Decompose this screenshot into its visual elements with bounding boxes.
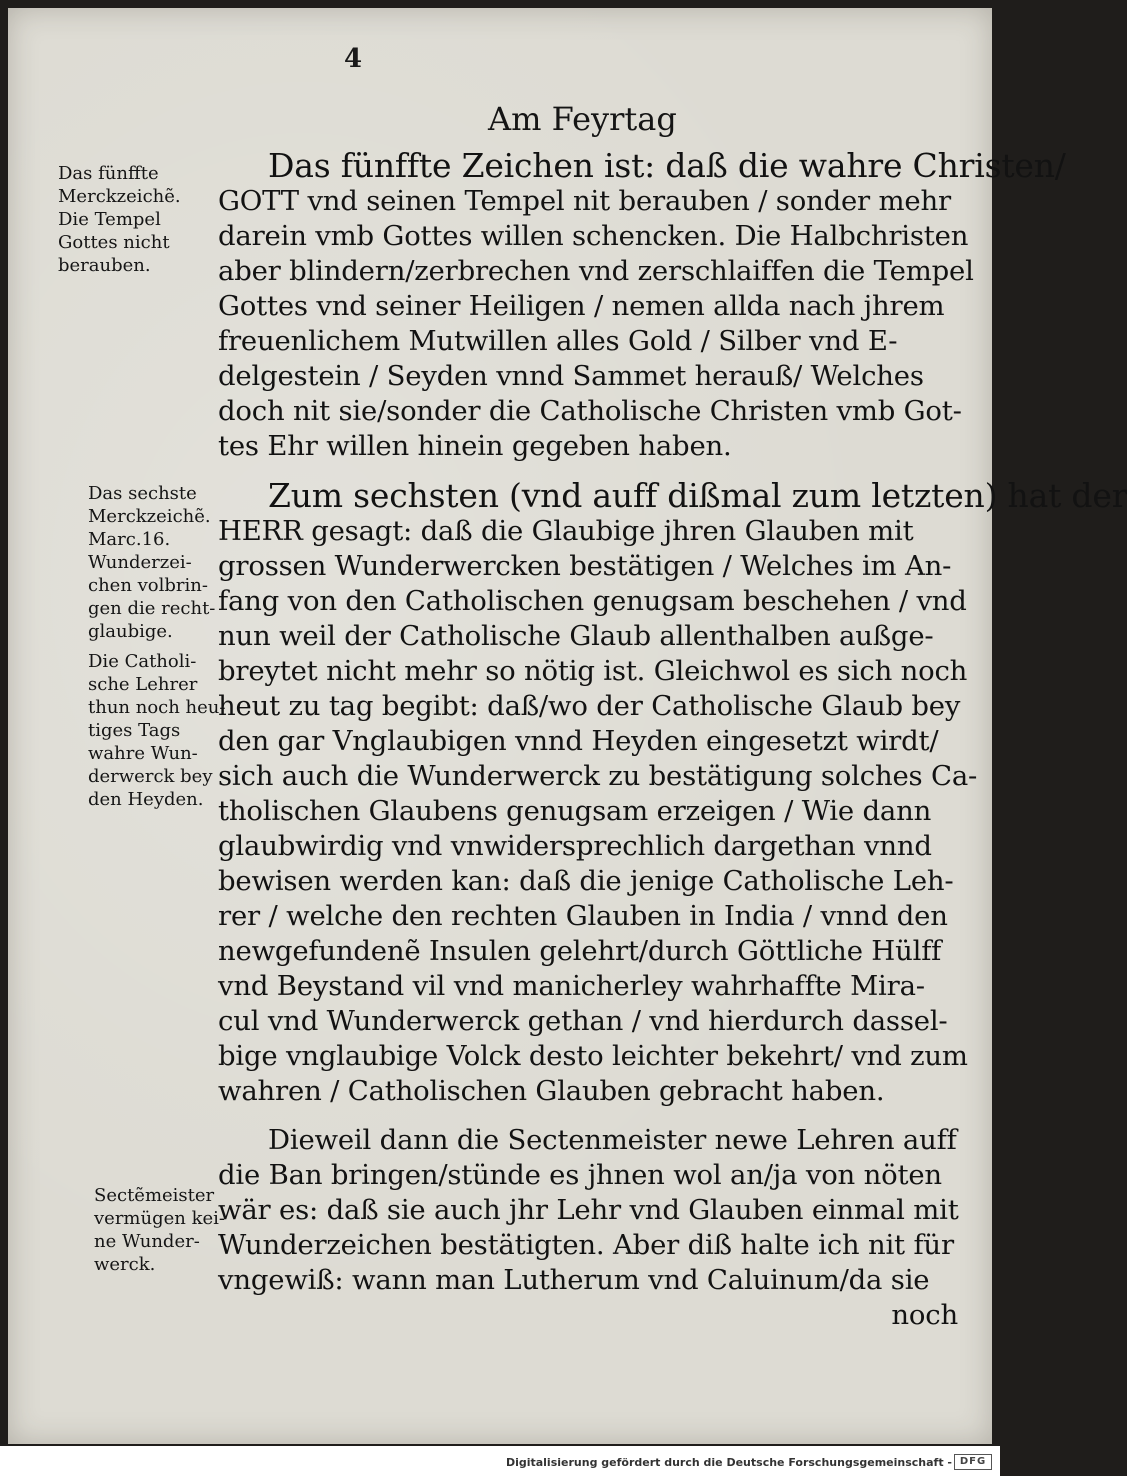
- page-number: 4: [344, 44, 363, 74]
- footer-bar: [0, 1446, 1000, 1476]
- text-line: delgestein / Seyden vnnd Sammet herauß/ Welches: [218, 360, 924, 392]
- running-head: Am Feyrtag: [488, 100, 677, 138]
- margin-note-line: vermügen kei-: [94, 1208, 225, 1229]
- margin-note-line: Merckzeichẽ.: [88, 506, 211, 527]
- paragraph: [218, 1123, 958, 1333]
- margin-note-line: Das fünffte: [58, 163, 159, 184]
- text-line: cul vnd Wunderwerck gethan / vnd hierdurch dassel-: [218, 1005, 948, 1037]
- text-line: doch nit sie/sonder die Catholische Christen vmb Got-: [218, 395, 962, 427]
- margin-note-line: werck.: [94, 1254, 156, 1275]
- text-line: fang von den Catholischen genugsam beschehen / vnd: [218, 585, 967, 617]
- margin-note-line: derwerck bey: [88, 766, 213, 787]
- text-line: Das fünffte Zeichen ist: daß die wahre Christen/: [268, 146, 1066, 185]
- text-line: die Ban bringen/stünde es jhnen wol an/ja von nöten: [218, 1159, 942, 1191]
- text-line: vnd Beystand vil vnd manicherley wahrhaffte Mira-: [218, 970, 925, 1002]
- text-line: bige vnglaubige Volck desto leichter bekehrt/ vnd zum: [218, 1040, 968, 1072]
- margin-note-line: chen volbrin-: [88, 575, 208, 596]
- paragraph: [218, 146, 1066, 464]
- margin-note-line: glaubige.: [88, 621, 173, 642]
- text-line: wär es: daß sie auch jhr Lehr vnd Glauben einmal mit: [218, 1194, 959, 1226]
- text-line: freuenlichem Mutwillen alles Gold / Silber vnd E-: [218, 325, 898, 357]
- text-line: Gottes vnd seiner Heiligen / nemen allda nach jhrem: [218, 290, 945, 322]
- book-page: [8, 8, 1127, 1444]
- margin-note-line: gen die recht-: [88, 598, 216, 619]
- text-line: aber blindern/zerbrechen vnd zerschlaiffen die Tempel: [218, 255, 974, 287]
- margin-note-line: sche Lehrer: [88, 674, 198, 695]
- text-line: breytet nicht mehr so nötig ist. Gleichwol es sich noch: [218, 655, 968, 687]
- margin-note: [58, 162, 218, 277]
- text-line: tes Ehr willen hinein gegeben haben.: [218, 430, 732, 462]
- main-text: [218, 146, 1127, 1333]
- text-line: Zum sechsten (vnd auff dißmal zum letzten) hat der: [268, 476, 1127, 515]
- text-line: vngewiß: wann man Lutherum vnd Caluinum/da sie: [218, 1264, 930, 1296]
- text-line: HERR gesagt: daß die Glaubige jhren Glauben mit: [218, 515, 914, 547]
- margin-note-line: Das sechste: [88, 483, 197, 504]
- text-line: nun weil der Catholische Glaub allenthalben außge-: [218, 620, 934, 652]
- margin-note-line: Sectẽmeister: [94, 1185, 215, 1206]
- catchword: noch: [891, 1299, 958, 1331]
- text-line: Wunderzeichen bestätigten. Aber diß halte ich nit für: [218, 1229, 954, 1261]
- text-line: wahren / Catholischen Glauben gebracht haben.: [218, 1075, 885, 1107]
- margin-note-line: Wunderzei-: [88, 552, 192, 573]
- text-line: tholischen Glaubens genugsam erzeigen / Wie dann: [218, 795, 932, 827]
- margin-note-line: Die Tempel: [58, 209, 161, 230]
- text-line: Dieweil dann die Sectenmeister newe Lehren auff: [268, 1124, 957, 1156]
- margin-note-line: wahre Wun-: [88, 743, 198, 764]
- text-line: newgefundenẽ Insulen gelehrt/durch Göttliche Hülff: [218, 935, 942, 967]
- text-line: darein vmb Gottes willen schencken. Die Halbchristen: [218, 220, 969, 252]
- margin-note-line: den Heyden.: [88, 789, 204, 810]
- margin-note-line: tiges Tags: [88, 720, 181, 741]
- margin-note-line: Merckzeichẽ.: [58, 186, 181, 207]
- text-line: glaubwirdig vnd vnwidersprechlich dargethan vnnd: [218, 830, 932, 862]
- paragraph: [218, 476, 1127, 1109]
- text-line: bewisen werden kan: daß die jenige Catholische Leh-: [218, 865, 954, 897]
- text-line: sich auch die Wunderwerck zu bestätigung solches Ca-: [218, 760, 978, 792]
- margin-note-line: Die Catholi-: [88, 651, 197, 672]
- margin-note-line: Gottes nicht: [58, 232, 170, 253]
- margin-note-line: berauben.: [58, 255, 151, 276]
- text-line: GOTT vnd seinen Tempel nit berauben / sonder mehr: [218, 185, 951, 217]
- margin-note-line: ne Wunder-: [94, 1231, 200, 1252]
- text-line: grossen Wunderwercken bestätigen / Welches im An-: [218, 550, 952, 582]
- text-line: heut zu tag begibt: daß/wo der Catholische Glaub bey: [218, 690, 961, 722]
- margin-note-line: Marc.16.: [88, 529, 171, 550]
- dfg-logo: DFG: [954, 1454, 992, 1470]
- funding-credit: Digitalisierung gefördert durch die Deutsche Forschungsgemeinschaft -: [505, 1456, 952, 1469]
- text-line: den gar Vnglaubigen vnnd Heyden eingesetzt wirdt/: [218, 725, 939, 757]
- text-line: rer / welche den rechten Glauben in India / vnnd den: [218, 900, 948, 932]
- margin-note-line: thun noch heu-: [88, 697, 226, 718]
